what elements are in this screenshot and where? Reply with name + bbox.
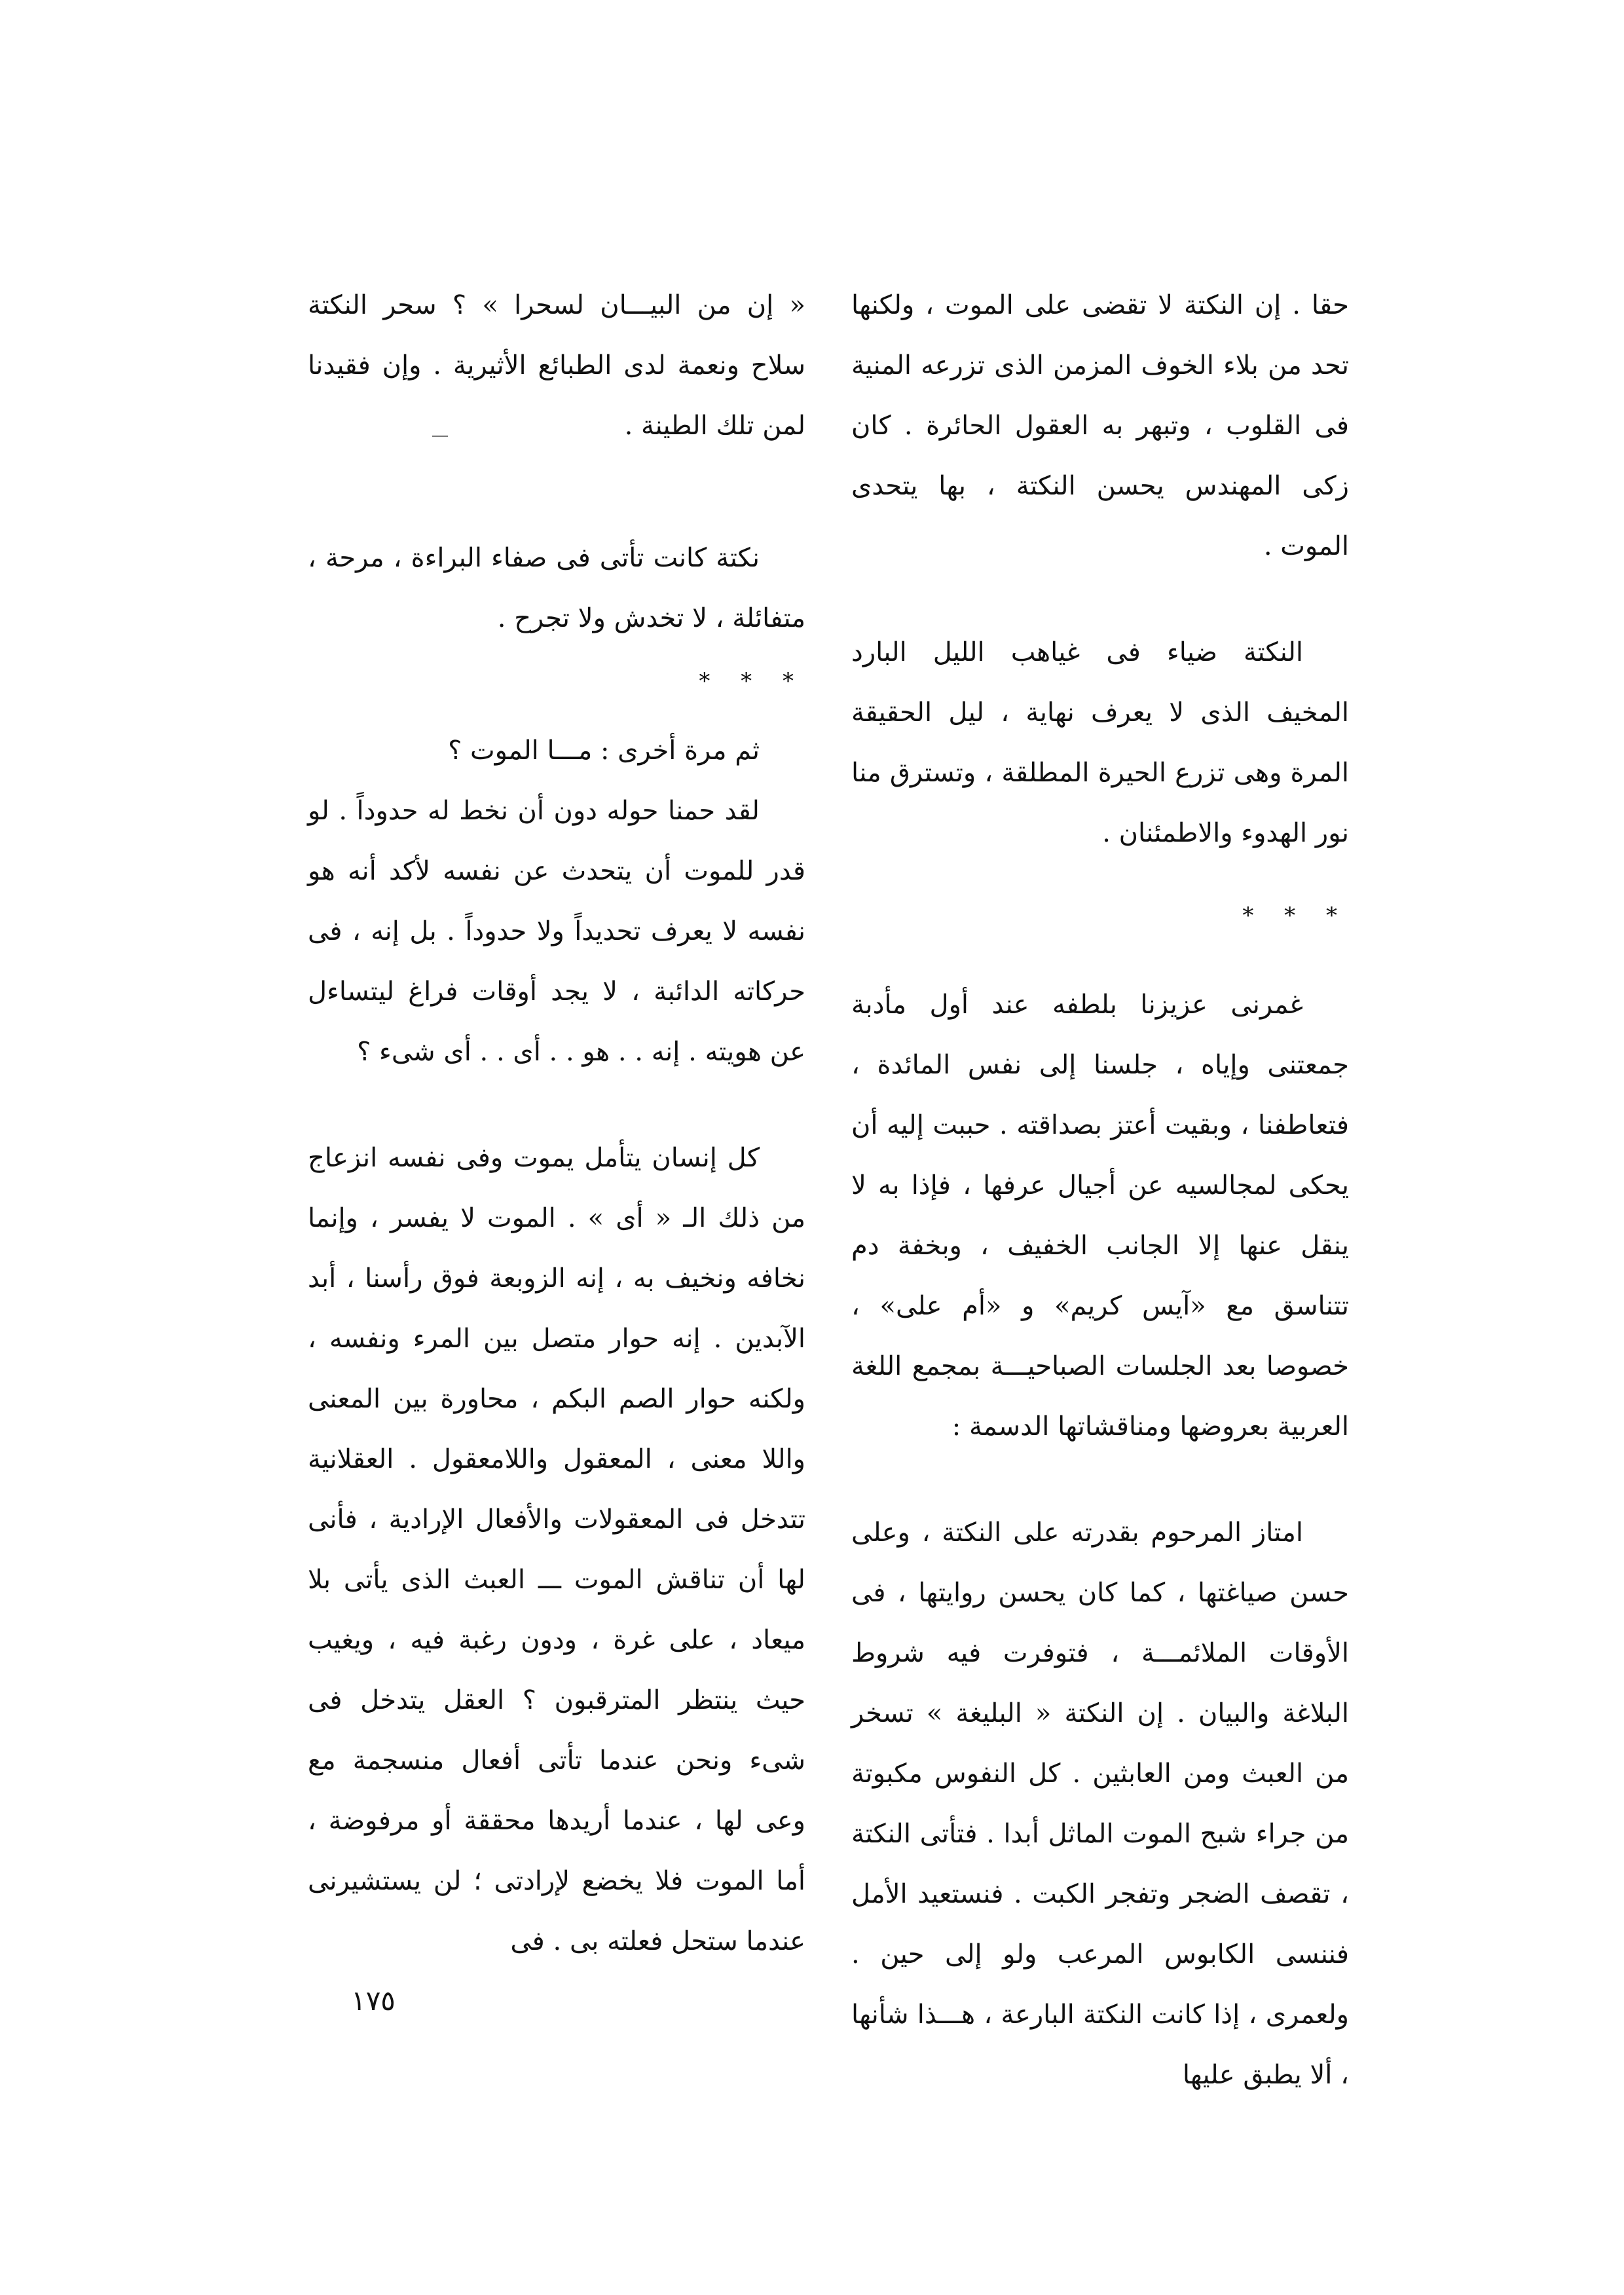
- right-column: [851, 275, 1349, 2105]
- paragraph: كل إنسان يتأمل يموت وفى نفسه انزعاج من ذلك الـ « أى » . الموت لا يفسر ، وإنما نخافه ونخيف به ، إنه الزوبعة فوق رأسنا ، أبد الآبدين . إنه حوار متصل بين المرء ونفسه ، ولكنه حوار الصم البكم ، محاورة بين المعنى واللا معنى ، المعقول واللامعقول . العقلانية تتدخل فى المعقولات والأفعال الإرادية ، فأنى لها أن تناقش الموت ـــ العبث الذى يأتى بلا ميعاد ، على غرة ، ودون رغبة فيه ، ويغيب حيث ينتظر المترقبون ؟ العقل يتدخل فى شىء ونحن عندما تأتى أفعال منسجمة مع وعى لها ، عندما أريدها محققة أو مرفوضة ، أما الموت فلا يخضع لإرادتى ؛ لن يستشيرنى عندما ستحل فعلته بى . فى: [308, 1143, 806, 1956]
- left-column: [308, 275, 805, 1971]
- paragraph: امتاز المرحوم بقدرته على النكتة ، وعلى حسن صياغتها ، كما كان يحسن روايتها ، فى الأوقات الملائمـــة ، فتوفرت فيه شروط البلاغة والبيان . إن النكتة « البليغة » تسخر من العبث ومن العابثين . كل النفوس مكبوتة من جراء شبح الموت الماثل أبدا . فتأتى النكتة ، تقصف الضجر وتفجر الكبت . فنستعيد الأمل فننسى الكابوس المرعب ولو إلى حين . ولعمرى ، إذا كانت النكتة البارعة ، هـــذا شأنها ، ألا يطبق عليها: [851, 1518, 1349, 2090]
- paragraph: حقا . إن النكتة لا تقضى على الموت ، ولكنها تحد من بلاء الخوف المزمن الذى تزرعه المنية فى القلوب ، وتبهر به العقول الحائرة . كان زكى المهندس يحسن النكتة ، بها يتحدى الموت .: [851, 290, 1349, 561]
- paragraph: غمرنى عزيزنا بلطفه عند أول مأدبة جمعتنى وإياه ، جلسنا إلى نفس المائدة ، فتعاطفنا ، وبقيت أعتز بصداقته . حببت إليه أن يحكى لمجالسيه عن أجيال عرفها ، فإذا به لا ينقل عنها إلا الجانب الخفيف ، وبخفة دم تتناسق مع «آيس كريم» و «أم على» ، خصوصا بعد الجلسات الصباحيـــة بمجمع اللغة العربية بعروضها ومناقشاتها الدسمة :: [851, 990, 1350, 1442]
- section-separator: * * *: [1242, 903, 1349, 929]
- paragraph: النكتة ضياء فى غياهب الليل البارد المخيف الذى لا يعرف نهاية ، ليل الحقيقة المرة وهى تزرع الحيرة المطلقة ، وتسترق منا نور الهدوء والاطمئنان .: [851, 637, 1349, 848]
- paragraph: لقد حمنا حوله دون أن نخط له حدوداً . لو قدر للموت أن يتحدث عن نفسه لأكد أنه هو نفسه لا يعرف تحديداً ولا حدوداً . بل إنه ، فى حركاته الدائبة ، لا يجد أوقات فراغ ليتساءل عن هويته . إنه . . هو . . أى . . أى شىء ؟: [308, 796, 805, 1067]
- section-separator: * * *: [699, 668, 805, 694]
- section-heading: ثم مرة أخرى : مـــا الموت ؟: [448, 736, 760, 766]
- paragraph: « إن من البيـــان لسحرا » ؟ سحر النكتة سلاح ونعمة لدى الطبائع الأثيرية . وإن فقيدنا لمن تلك الطينة .: [308, 290, 805, 441]
- page-number: ١٧٥: [351, 1985, 396, 2017]
- paragraph: نكتة كانت تأتى فى صفاء البراءة ، مرحة ، متفائلة ، لا تخدش ولا تجرح .: [308, 543, 805, 633]
